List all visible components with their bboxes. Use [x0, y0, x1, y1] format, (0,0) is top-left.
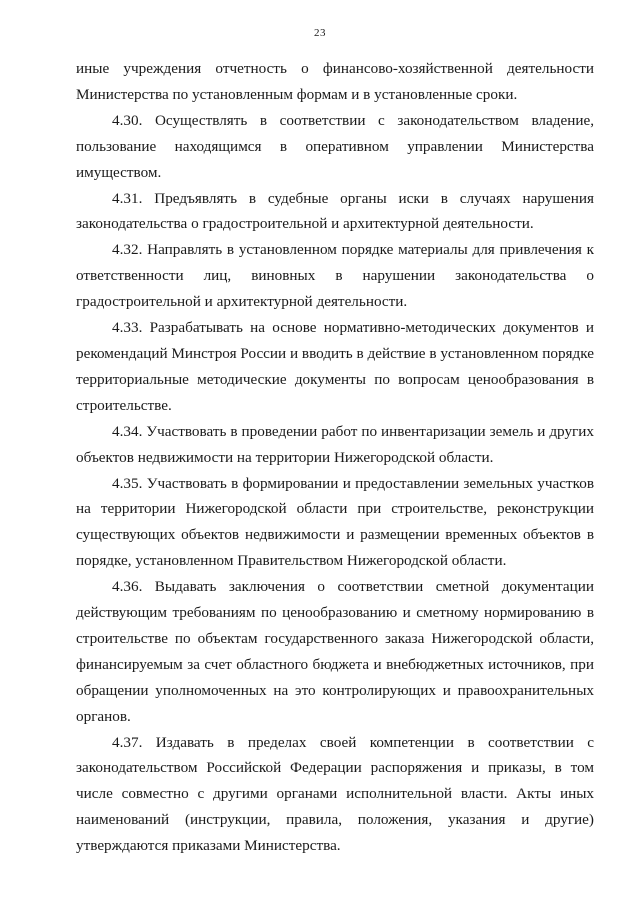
paragraph-4-30: 4.30. Осуществлять в соответствии с законодательством владение, пользование находящимся в оперативном управлении Министерства имуществом.: [76, 111, 594, 181]
document-body: [76, 56, 594, 859]
paragraph-4-31: 4.31. Предъявлять в судебные органы иски в случаях нарушения законодательства о градостроительной и архитектурной деятельности.: [76, 189, 594, 233]
paragraph-4-36: 4.36. Выдавать заключения о соответствии сметной документации действующим требованиям по ценообразованию и сметному нормированию в строительстве по объектам государственного заказа Нижегородской области, финансируемым за счет областного бюджета и внебюджетных источников, при обращении уполномоченных на это контролирующих и правоохранительных органов.: [76, 578, 594, 725]
page-number: 23: [314, 27, 326, 39]
paragraph-4-34: 4.34. Участвовать в проведении работ по инвентаризации земель и других объектов недвижимости на территории Нижегородской области.: [76, 422, 594, 466]
paragraph-4-32: 4.32. Направлять в установленном порядке материалы для привлечения к ответственности лиц, виновных в нарушении законодательства о градостроительной и архитектурной деятельности.: [76, 241, 594, 311]
paragraph-4-37: 4.37. Издавать в пределах своей компетенции в соответствии с законодательством Российской Федерации распоряжения и приказы, в том числе совместно с другими органами исполнительной власти. Акты иных наименований (инструкции, правила, положения, указания и другие) утверждаются приказами Министерства.: [76, 733, 594, 855]
paragraph-4-35: 4.35. Участвовать в формировании и предоставлении земельных участков на территории Нижегородской области при строительстве, реконструкции существующих объектов недвижимости и размещении временных объектов в порядке, установленном Правительством Нижегородской области.: [76, 474, 594, 570]
paragraph-continuation: иные учреждения отчетность о финансово-хозяйственной деятельности Министерства по установленным формам и в установленные сроки.: [76, 60, 594, 103]
paragraph-4-33: 4.33. Разрабатывать на основе нормативно-методических документов и рекомендаций Минстроя России и вводить в действие в установленном порядке территориальные методические документы по вопросам ценообразования в строительстве.: [76, 319, 594, 414]
